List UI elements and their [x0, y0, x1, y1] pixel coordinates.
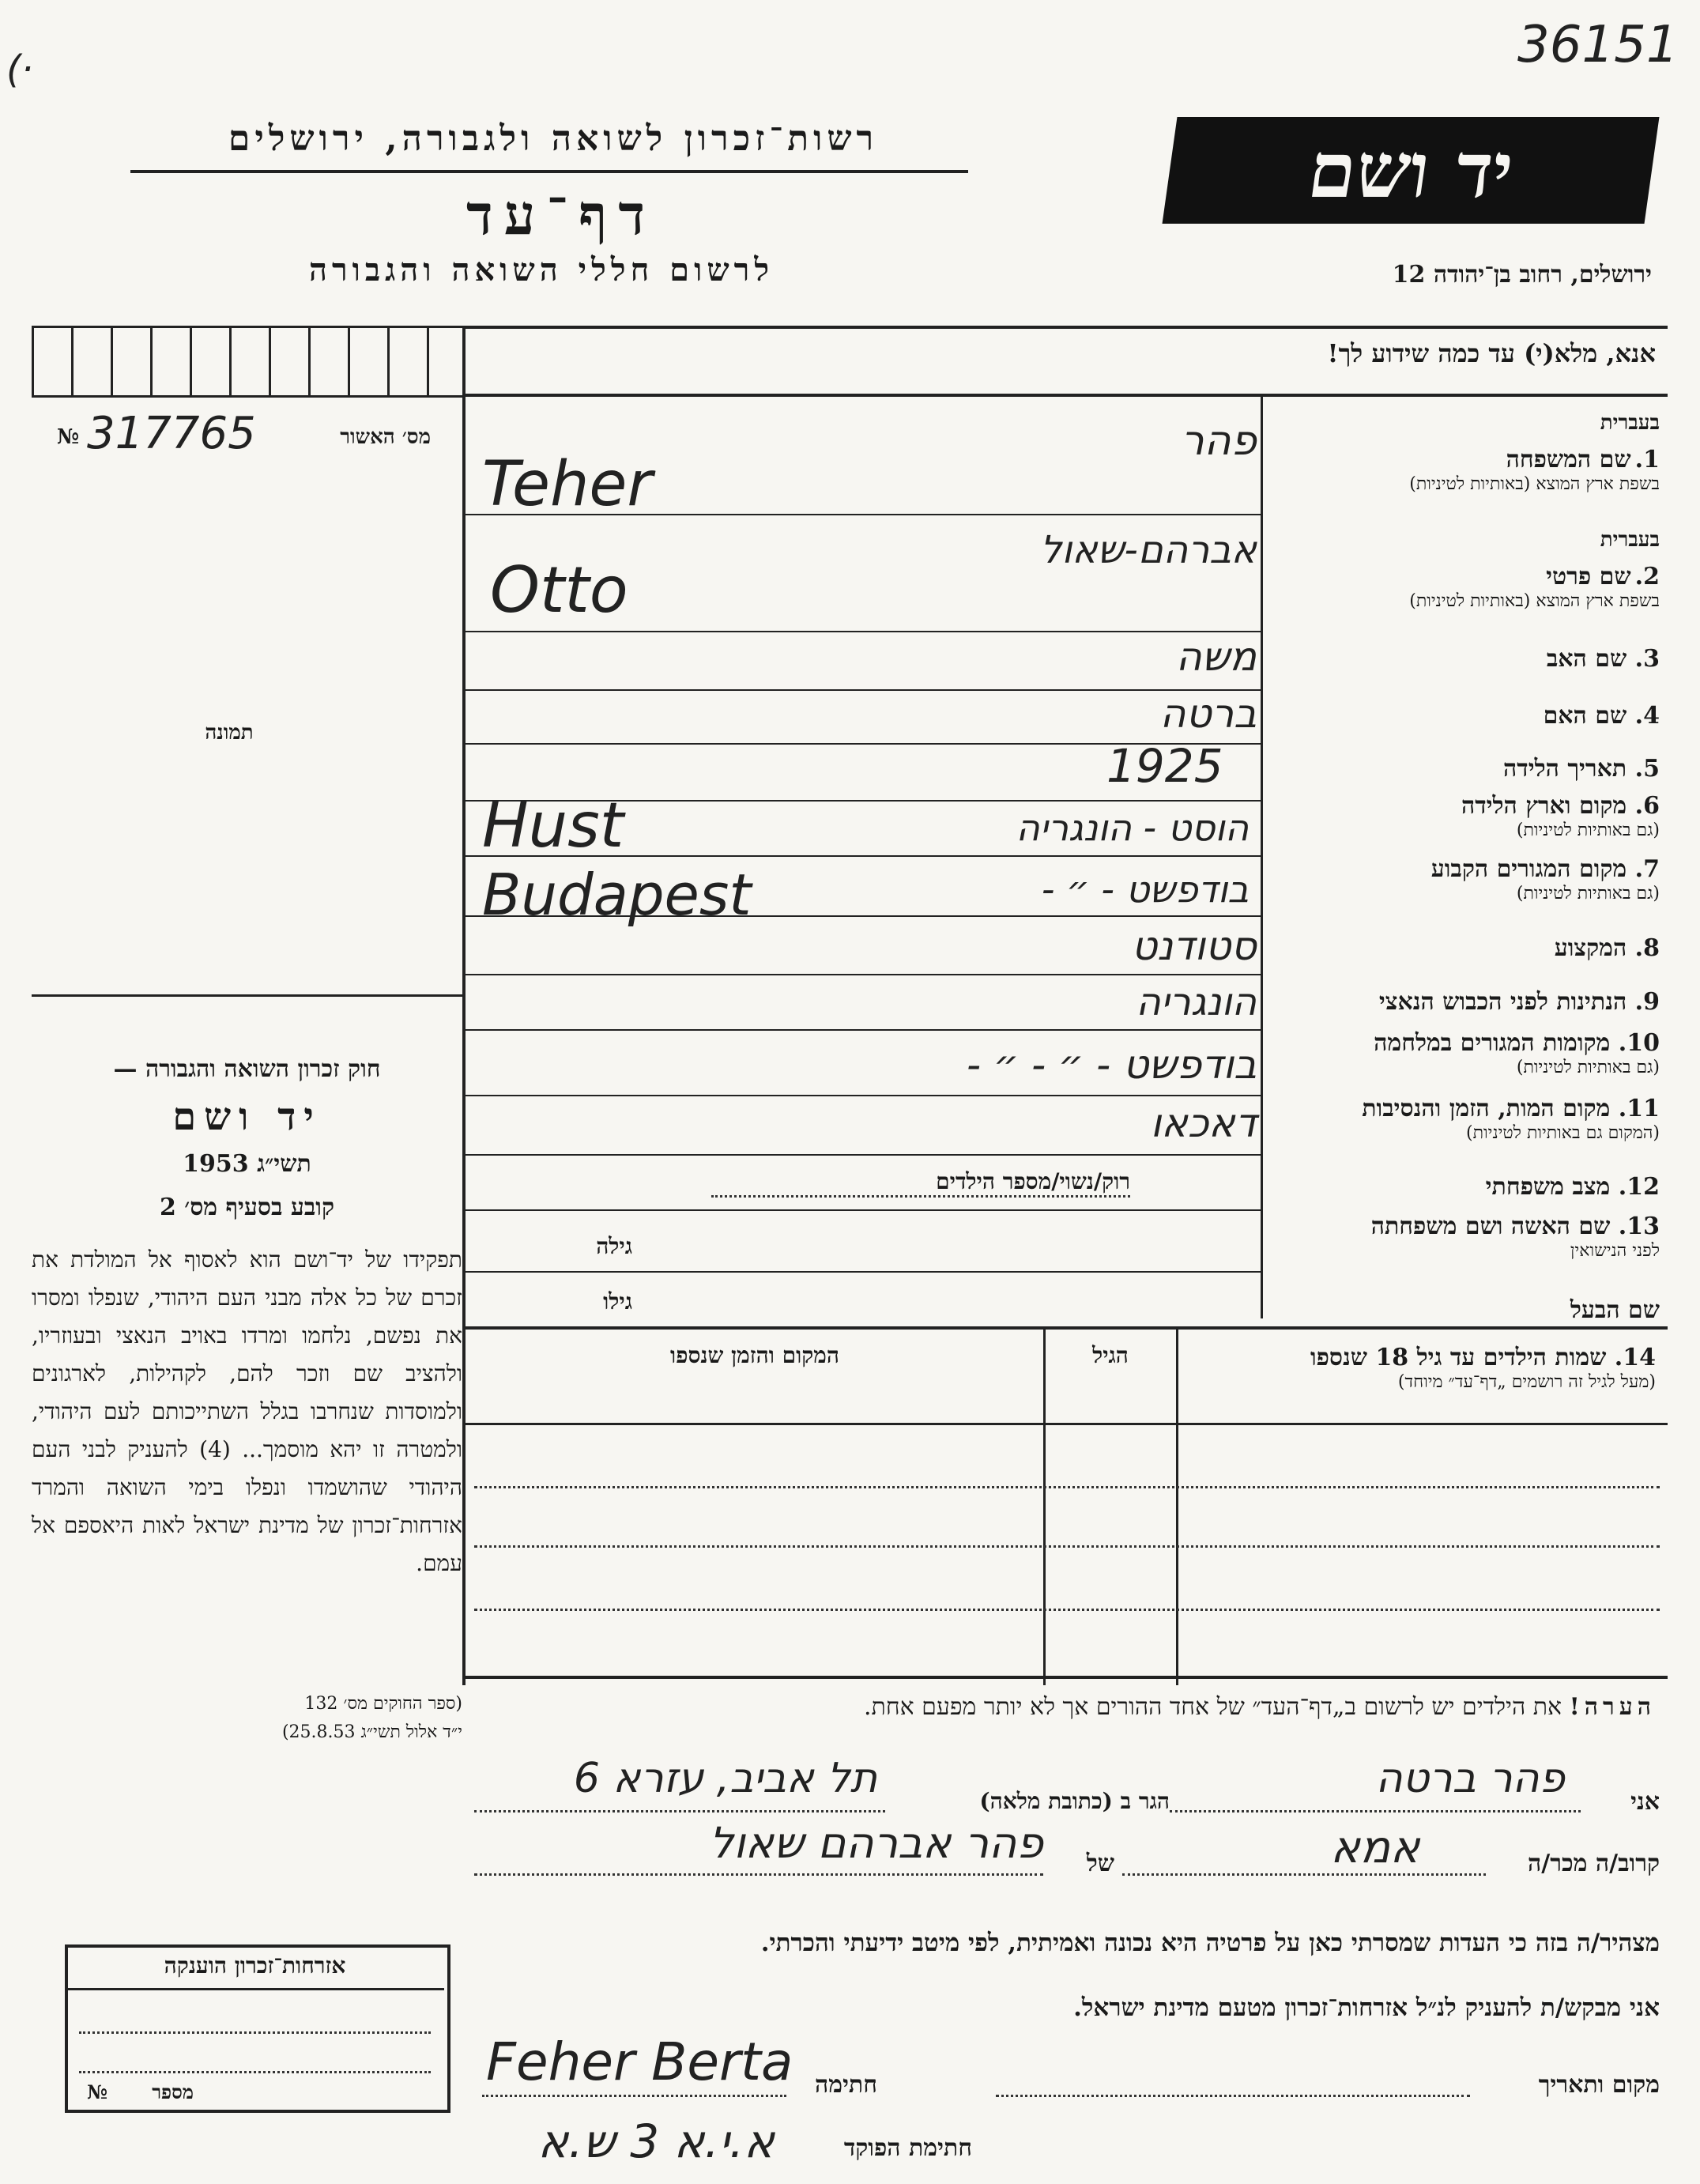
field-7-latin-value: Budapest — [482, 862, 752, 928]
field-12-label — [1265, 1173, 1660, 1201]
field-11-sub: (המקום גם באותיות לטיניות) — [1466, 1123, 1660, 1143]
field-7-sub: (גם באותיות לטיניות) — [1516, 884, 1660, 903]
note — [474, 1693, 1656, 1721]
children-label — [1182, 1344, 1656, 1392]
law-ref-2: י״ד אלול תשי״ג 25.8.53) — [281, 1722, 462, 1742]
field-1-hebrew-value: פהר — [1181, 417, 1257, 465]
field-11-value: דאכאו — [1150, 1100, 1257, 1146]
field-12-name: מצב משפחתי — [1485, 1173, 1611, 1201]
children-row — [1182, 1344, 1656, 1371]
declarant-address: תל אביב, עזרא 6 — [573, 1755, 877, 1802]
field-8-name: המקצוע — [1554, 934, 1627, 962]
declarant-lives-label: הגר ב (כתובת מלאה) — [979, 1788, 1170, 1814]
declarant-i-label: אני — [1630, 1788, 1660, 1816]
field-7-row — [1265, 855, 1660, 883]
field-6-name: מקום וארץ הלידה — [1461, 792, 1627, 820]
field-5-num: 5. — [1634, 755, 1660, 783]
photo-label: תמונה — [205, 721, 254, 745]
field-8-value: סטודנט — [1131, 923, 1257, 969]
field-4-value: ברטה — [1159, 691, 1257, 737]
field-9-name: הנתינות לפני הכבוש הנאצי — [1378, 988, 1627, 1016]
field-3-num: 3. — [1634, 645, 1660, 673]
field-4-label — [1265, 702, 1660, 730]
field-5-name: תאריך הלידה — [1503, 755, 1627, 783]
law-title: חוק זכרון השואה והגבורה — — [113, 1055, 381, 1083]
husband-age-label: גילו — [603, 1288, 632, 1315]
field-6-num: 6. — [1634, 792, 1660, 820]
field-4-name: שם האם — [1543, 702, 1627, 730]
field-6-label — [1265, 792, 1660, 840]
of-value: פהר אברהם שאול — [709, 1818, 1043, 1868]
field-2-label — [1265, 528, 1660, 611]
field-10-value: בודפשט - ״ - ״ - — [967, 1042, 1257, 1088]
of-label: של — [1086, 1850, 1114, 1877]
wife-age-label: גילה — [596, 1233, 632, 1259]
children-col-age: הגיל — [1092, 1342, 1129, 1368]
request-text: אני מבקש/ת להעניק לנ״ל אזרחות־זכרון מטעם מדינת ישראל. — [1073, 1994, 1660, 2022]
children-title: שמות הילדים עד גיל 18 שנספו — [1310, 1344, 1607, 1371]
law-body: תפקידו של יד־ושם הוא לאסוף אל המולדת את זכרם של כל אלה מבני העם היהודי, שנפלו ומסרו את נפשם, נלחמו ומרדו באויב הנאצי ובעוזריו, ולהציב שם וזכר להם, לקהילות, לארגונים ולמוסדות שנחרבו בגלל השתייכותם לעם היהודי, ולמטרה זו יהא מוסמך... (4) להעניק לבני העם היהודי שהושמדו ונפלו בימי השואה והמרד אזרחות־זכרון של מדינת ישראל לאות היאספם אל עמם. — [32, 1247, 462, 1576]
field-2-row — [1265, 563, 1660, 590]
approval-label: מס׳ האשור — [340, 425, 431, 449]
field-13-label — [1265, 1213, 1660, 1261]
field-1-top-label: בעברית — [1600, 411, 1660, 435]
field-10-num: 10. — [1618, 1029, 1660, 1057]
signature-label: חתימה — [815, 2071, 877, 2099]
field-2-name: שם פרטי — [1546, 563, 1631, 590]
field-11-row — [1265, 1095, 1660, 1122]
archive-number: 36151 — [1517, 16, 1679, 74]
citizenship-box-title: אזרחות־זכרון הוענקה — [164, 1952, 346, 1978]
field-1-name: שם המשפחה — [1506, 446, 1631, 473]
field-9-value: הונגריה — [1136, 980, 1257, 1024]
field-7-hebrew-value: בודפשט - ״ - — [1041, 868, 1249, 911]
yad-vashem-logo: יד ושם — [1163, 117, 1660, 224]
note-label: הערה! — [1569, 1693, 1656, 1721]
field-1-row — [1265, 446, 1660, 473]
field-1-sub: בשפת ארץ המוצא (באותיות לטיניות) — [1409, 474, 1660, 494]
authority-title: רשות־זכרון לשואה ולגבורה, ירושלים — [228, 119, 879, 159]
field-1-latin-value: Teher — [482, 449, 653, 520]
law-year: תשי״ג 1953 — [183, 1150, 311, 1178]
field-10-row — [1265, 1029, 1660, 1057]
husband-label: שם הבעל — [1570, 1296, 1660, 1324]
field-6-latin-value: Hust — [482, 790, 624, 862]
note-text: את הילדים יש לרשום ב„דף־העד״ של אחד ההורים אך לא יותר מפעם אחת. — [864, 1693, 1562, 1721]
field-9-label — [1265, 988, 1660, 1016]
relation-value: אמא — [1330, 1822, 1420, 1873]
field-2-num: 2. — [1634, 563, 1660, 590]
relative-label: קרוב/ה מכר/ה — [1528, 1850, 1660, 1877]
instructions: אנא, מלא(י) עד כמה שידוע לך! — [1327, 338, 1656, 368]
field-11-num: 11. — [1618, 1095, 1660, 1122]
field-2-hebrew-value: אברהם-שאול — [1040, 528, 1257, 572]
approval-number: 317765 — [87, 408, 256, 459]
field-2-top-label: בעברית — [1600, 528, 1660, 552]
field-9-num: 9. — [1634, 988, 1660, 1016]
field-13-name: שם האשה ושם משפחתה — [1370, 1213, 1611, 1240]
field-11-name: מקום המות, הזמן והנסיבות — [1362, 1095, 1611, 1122]
field-3-value: משה — [1175, 634, 1257, 680]
field-13-row — [1265, 1213, 1660, 1240]
field-5-label — [1265, 755, 1660, 783]
field-13-num: 13. — [1618, 1213, 1660, 1240]
address: ירושלים, רחוב בן־יהודה 12 — [1392, 261, 1652, 289]
field-3-label — [1265, 645, 1660, 673]
children-sub: (מעל לגיל זה רושמים „דף־עד״ מיוחד) — [1397, 1372, 1656, 1392]
field-11-label — [1265, 1095, 1660, 1143]
field-10-name: מקומות המגורים במלחמה — [1374, 1029, 1611, 1057]
citizenship-no-symbol: № — [87, 2080, 108, 2103]
children-num: 14. — [1614, 1344, 1656, 1371]
declaration-text: מצהיר/ה בזה כי העדות שמסרתי כאן על פרטיה היא נכונה ואמיתית, לפי מיטב ידיעתי והכרתי. — [760, 1929, 1660, 1957]
field-7-name: מקום המגורים הקבוע — [1430, 855, 1627, 883]
law-ref-1: (ספר החוקים מס׳ 132 — [304, 1694, 462, 1714]
field-7-label — [1265, 855, 1660, 903]
field-8-num: 8. — [1634, 934, 1660, 962]
law-section: קובע בסעיף מס׳ 2 — [159, 1194, 335, 1221]
field-13-sub: לפני הנישואין — [1570, 1241, 1660, 1261]
field-7-num: 7. — [1634, 855, 1660, 883]
field-6-hebrew-value: הוסט - הונגריה — [1016, 806, 1249, 849]
citizenship-number-label: מספר — [152, 2080, 194, 2103]
law-org: יד ושם — [172, 1095, 322, 1139]
form-subtitle: לרשום חללי השואה והגבורה — [308, 251, 775, 289]
officer-signature-value: א.י.א 3 ש.א — [537, 2114, 775, 2168]
field-2-latin-value: Otto — [490, 553, 628, 627]
place-date-label: מקום ותאריך — [1538, 2071, 1660, 2099]
field-5-value: 1925 — [1106, 739, 1223, 793]
field-12-value: רוק/נשוי/מספר הילדים — [936, 1168, 1130, 1194]
field-6-row — [1265, 792, 1660, 820]
signature-value: Feher Berta — [486, 2031, 793, 2092]
field-10-sub: (גם באותיות לטיניות) — [1516, 1058, 1660, 1077]
field-1-num: 1. — [1634, 446, 1660, 473]
declarant-name: פהר ברטה — [1375, 1755, 1565, 1802]
officer-signature-label: חתימת הפוקד — [843, 2134, 972, 2162]
field-6-sub: (גם באותיות לטיניות) — [1516, 820, 1660, 840]
form-title: דף־עד — [466, 182, 656, 247]
field-4-num: 4. — [1634, 702, 1660, 730]
field-12-num: 12. — [1618, 1173, 1660, 1201]
field-10-label — [1265, 1029, 1660, 1077]
children-col-place: המקום והזמן שנספו — [670, 1342, 839, 1368]
approval-no-symbol: № — [57, 425, 80, 449]
field-1-label — [1265, 411, 1660, 494]
corner-mark: (· — [6, 47, 33, 92]
field-2-sub: בשפת ארץ המוצא (באותיות לטיניות) — [1409, 591, 1660, 611]
field-8-label — [1265, 934, 1660, 962]
field-3-name: שם האב — [1546, 645, 1627, 673]
